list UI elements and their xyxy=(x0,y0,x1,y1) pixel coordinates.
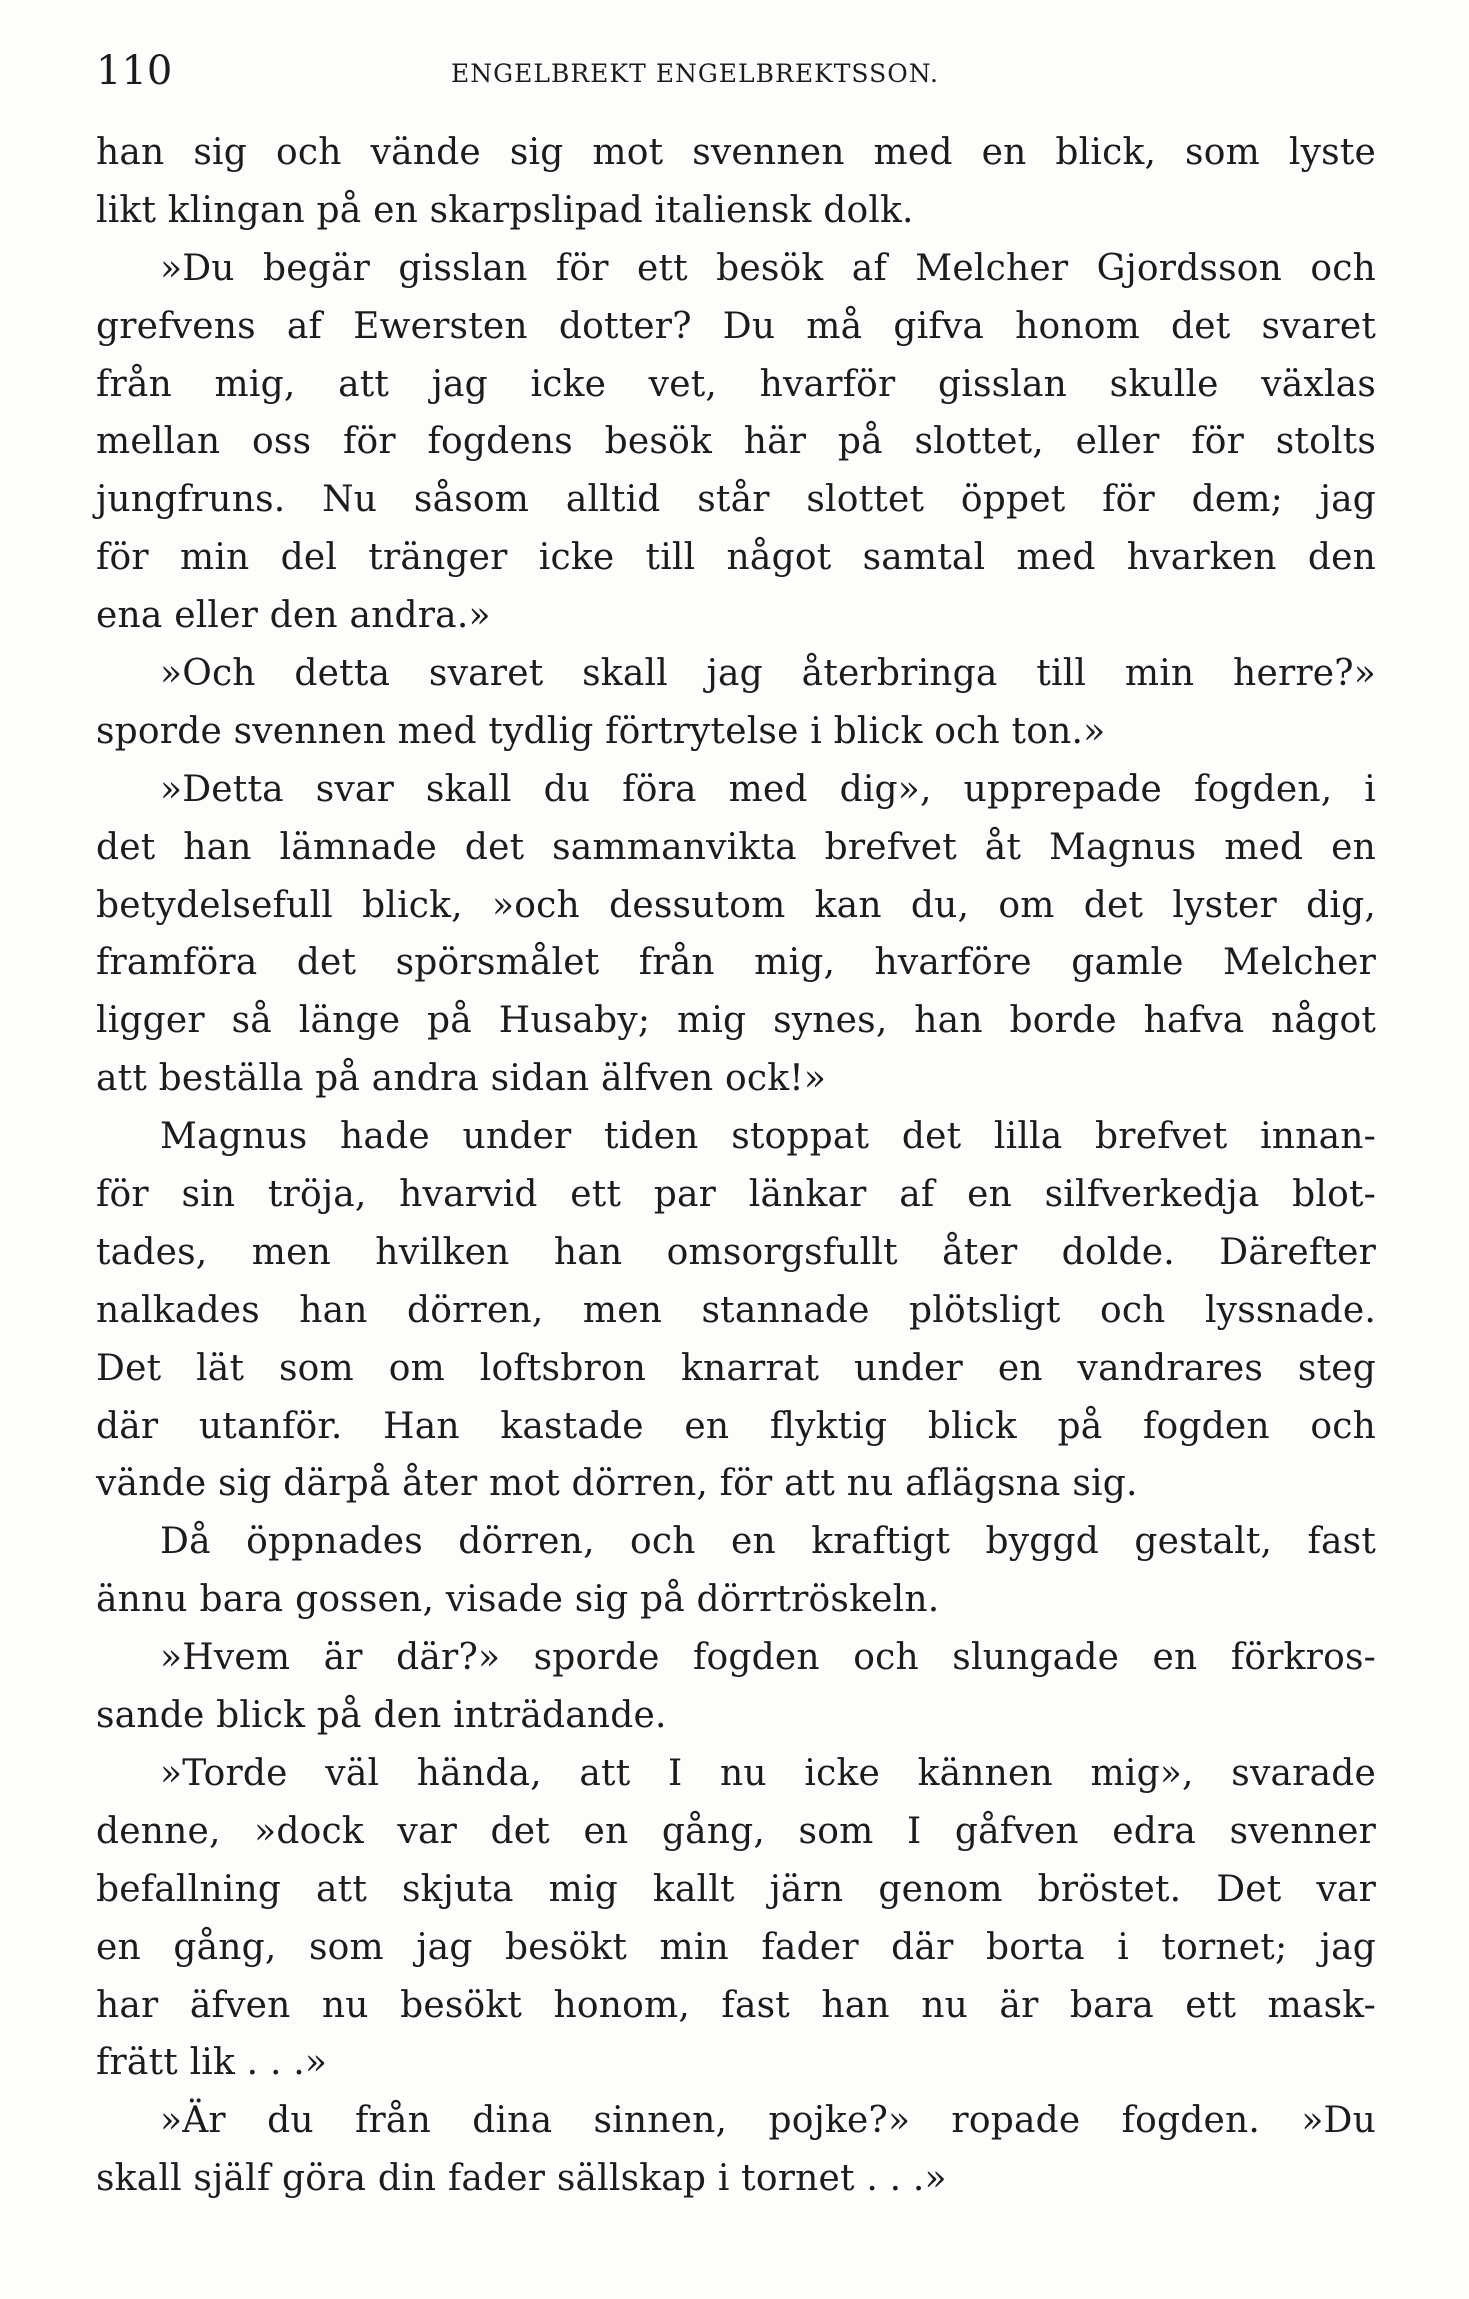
text-line: från mig, att jag icke vet, hvarför gisslan skulle växlas xyxy=(96,363,1376,405)
text-line: vände sig därpå åter mot dörren, för att nu aflägsna sig. xyxy=(96,1463,1138,1505)
text-line: befallning att skjuta mig kallt järn genom bröstet. Det var xyxy=(96,1868,1376,1910)
text-line: sporde svennen med tydlig förtrytelse i blick och ton.» xyxy=(96,710,1106,752)
text-line: jungfruns. Nu såsom alltid står slottet öppet för dem; jag xyxy=(96,479,1376,521)
text-line: grefvens af Ewersten dotter? Du må gifva honom det svaret xyxy=(96,305,1376,347)
page-number: 110 xyxy=(96,48,173,94)
text-line: nalkades han dörren, men stannade plötsligt och lyssnade. xyxy=(96,1289,1376,1331)
text-line: Magnus hade under tiden stoppat det lilla brefvet innan- xyxy=(160,1116,1376,1158)
text-line: där utanför. Han kastade en flyktig blick på fogden och xyxy=(96,1405,1376,1447)
text-line: Det lät som om loftsbron knarrat under en vandrares steg xyxy=(96,1347,1376,1389)
text-line: »Detta svar skall du föra med dig», upprepade fogden, i xyxy=(160,768,1376,810)
body-text xyxy=(96,124,1376,2208)
text-line: för sin tröja, hvarvid ett par länkar af en silfverkedja blot- xyxy=(96,1174,1376,1216)
text-line: »Hvem är där?» sporde fogden och slungade en förkros- xyxy=(160,1637,1376,1679)
text-line: framföra det spörsmålet från mig, hvarföre gamle Melcher xyxy=(96,942,1376,984)
text-line: tades, men hvilken han omsorgsfullt åter dolde. Därefter xyxy=(96,1231,1376,1273)
text-line: skall själf göra din fader sällskap i tornet . . .» xyxy=(96,2158,947,2200)
text-line: »Du begär gisslan för ett besök af Melcher Gjordsson och xyxy=(160,247,1376,289)
text-line: mellan oss för fogdens besök här på slottet, eller för stolts xyxy=(96,421,1376,463)
text-line: »Är du från dina sinnen, pojke?» ropade fogden. »Du xyxy=(160,2100,1376,2142)
text-line: betydelsefull blick, »och dessutom kan du, om det lyster dig, xyxy=(96,884,1376,926)
text-line: har äfven nu besökt honom, fast han nu är bara ett mask- xyxy=(96,1984,1376,2026)
text-line: ännu bara gossen, visade sig på dörrtröskeln. xyxy=(96,1579,940,1621)
text-line: sande blick på den inträdande. xyxy=(96,1695,667,1737)
text-line: denne, »dock var det en gång, som I gåfven edra svenner xyxy=(96,1810,1376,1852)
page-header xyxy=(96,46,1376,96)
text-line: för min del tränger icke till något samtal med hvarken den xyxy=(96,537,1376,579)
text-line: Då öppnades dörren, och en kraftigt byggd gestalt, fast xyxy=(160,1521,1376,1563)
text-line: »Torde väl hända, att I nu icke kännen mig», svarade xyxy=(160,1752,1376,1794)
running-title: ENGELBREKT ENGELBREKTSSON. xyxy=(451,59,939,88)
text-line: han sig och vände sig mot svennen med en blick, som lyste xyxy=(96,132,1376,173)
text-line: ena eller den andra.» xyxy=(96,595,491,637)
text-line: frätt lik . . .» xyxy=(96,2042,328,2084)
text-line: likt klingan på en skarpslipad italiensk dolk. xyxy=(96,189,914,231)
text-line: det han lämnade det sammanvikta brefvet åt Magnus med en xyxy=(96,826,1376,868)
text-line: att beställa på andra sidan älfven ock!» xyxy=(96,1058,827,1100)
text-line: ligger så länge på Husaby; mig synes, han borde hafva något xyxy=(96,1000,1376,1042)
text-line: »Och detta svaret skall jag återbringa till min herre?» xyxy=(160,653,1376,695)
text-line: en gång, som jag besökt min fader där borta i tornet; jag xyxy=(96,1926,1376,1968)
